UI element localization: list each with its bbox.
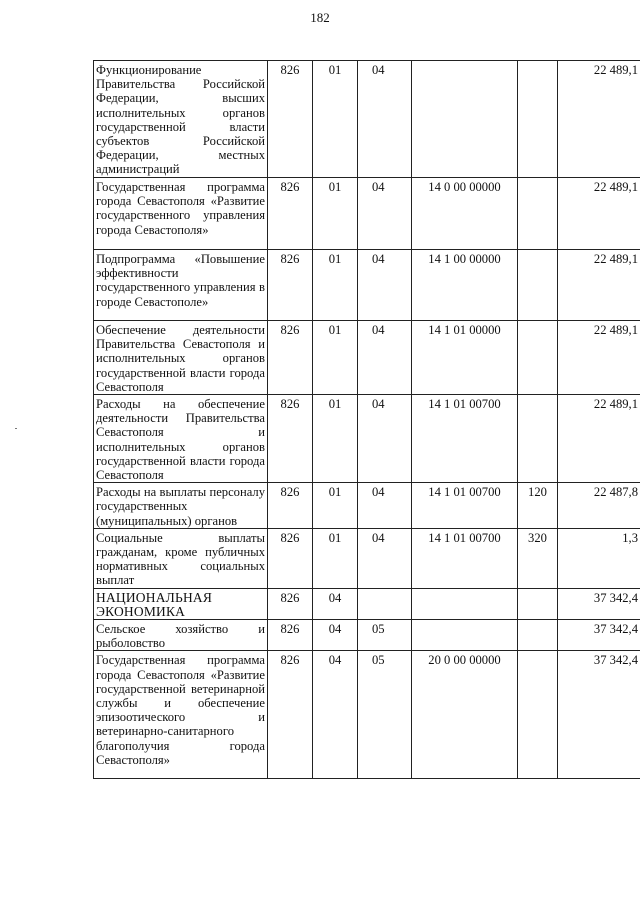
row-ved-cell: 826 — [268, 321, 313, 395]
row-ved-cell: 826 — [268, 395, 313, 483]
row-name-cell: Сельское хозяйство и рыболовство — [94, 620, 268, 651]
page-number: 182 — [310, 10, 330, 25]
row-section-cell: 01 — [313, 528, 358, 588]
table-row — [94, 395, 640, 483]
row-name-cell: Социальные выплаты гражданам, кроме публичных нормативных социальных выплат — [94, 528, 268, 588]
row-section-cell: 01 — [313, 250, 358, 321]
row-subsection-cell: 04 — [358, 528, 412, 588]
row-ved-cell: 826 — [268, 528, 313, 588]
row-subsection-cell: 04 — [358, 61, 412, 178]
row-sum-cell: 22 489,1 — [558, 250, 640, 321]
row-target-article-cell — [412, 588, 518, 619]
row-sum-cell: 22 489,1 — [558, 321, 640, 395]
budget-table-body — [94, 61, 640, 779]
row-expense-type-cell: 120 — [518, 483, 558, 529]
row-ved-cell: 826 — [268, 61, 313, 178]
row-section-cell: 01 — [313, 395, 358, 483]
row-section-cell: 04 — [313, 651, 358, 779]
row-sum-cell: 22 489,1 — [558, 178, 640, 250]
row-ved-cell: 826 — [268, 250, 313, 321]
table-row — [94, 250, 640, 321]
table-row — [94, 651, 640, 779]
row-ved-cell: 826 — [268, 588, 313, 619]
row-sum-cell: 37 342,4 — [558, 620, 640, 651]
row-name-cell: Расходы на обеспечение деятельности Правительства Севастополя и исполнительных органов государственной власти города Севастополя — [94, 395, 268, 483]
row-target-article-cell: 14 1 01 00700 — [412, 395, 518, 483]
row-target-article-cell: 14 1 01 00700 — [412, 483, 518, 529]
table-row — [94, 620, 640, 651]
table-row — [94, 588, 640, 619]
row-name-cell: Подпрограмма «Повышение эффективности государственного управления в городе Севастополе» — [94, 250, 268, 321]
row-name-cell: Обеспечение деятельности Правительства Севастополя и исполнительных органов государственной власти города Севастополя — [94, 321, 268, 395]
row-section-cell: 01 — [313, 321, 358, 395]
row-ved-cell: 826 — [268, 651, 313, 779]
row-target-article-cell: 14 1 01 00000 — [412, 321, 518, 395]
row-ved-cell: 826 — [268, 483, 313, 529]
row-expense-type-cell — [518, 61, 558, 178]
row-target-article-cell: 14 1 00 00000 — [412, 250, 518, 321]
row-target-article-cell: 14 1 01 00700 — [412, 528, 518, 588]
row-section-cell: 01 — [313, 483, 358, 529]
row-sum-cell: 37 342,4 — [558, 588, 640, 619]
table-row — [94, 61, 640, 178]
row-subsection-cell: 04 — [358, 178, 412, 250]
row-ved-cell: 826 — [268, 178, 313, 250]
row-sum-cell: 22 489,1 — [558, 395, 640, 483]
row-expense-type-cell — [518, 620, 558, 651]
row-expense-type-cell — [518, 321, 558, 395]
row-subsection-cell: 04 — [358, 321, 412, 395]
row-section-cell: 01 — [313, 178, 358, 250]
row-subsection-cell: 04 — [358, 395, 412, 483]
row-name-cell: Функционирование Правительства Российской Федерации, высших исполнительных органов государственной власти субъектов Российской Федерации, местных администраций — [94, 61, 268, 178]
row-target-article-cell — [412, 61, 518, 178]
row-expense-type-cell — [518, 178, 558, 250]
row-expense-type-cell — [518, 250, 558, 321]
row-ved-cell: 826 — [268, 620, 313, 651]
row-name-cell: НАЦИОНАЛЬНАЯ ЭКОНОМИКА — [94, 588, 268, 619]
row-name-cell: Расходы на выплаты персоналу государственных (муниципальных) органов — [94, 483, 268, 529]
row-subsection-cell: 05 — [358, 620, 412, 651]
row-target-article-cell — [412, 620, 518, 651]
row-expense-type-cell: 320 — [518, 528, 558, 588]
scan-edge-mark — [15, 428, 17, 429]
row-target-article-cell: 14 0 00 00000 — [412, 178, 518, 250]
row-sum-cell: 22 487,8 — [558, 483, 640, 529]
row-expense-type-cell — [518, 651, 558, 779]
row-name-cell: Государственная программа города Севастополя «Развитие государственной ветеринарной службы и обеспечение эпизоотического и ветеринарно-санитарного благополучия города Севастополя» — [94, 651, 268, 779]
row-section-cell: 04 — [313, 620, 358, 651]
row-section-cell: 01 — [313, 61, 358, 178]
row-subsection-cell: 04 — [358, 250, 412, 321]
row-sum-cell: 1,3 — [558, 528, 640, 588]
row-expense-type-cell — [518, 588, 558, 619]
table-row — [94, 528, 640, 588]
row-sum-cell: 37 342,4 — [558, 651, 640, 779]
table-row — [94, 321, 640, 395]
row-section-cell: 04 — [313, 588, 358, 619]
row-subsection-cell — [358, 588, 412, 619]
row-sum-cell: 22 489,1 — [558, 61, 640, 178]
row-target-article-cell: 20 0 00 00000 — [412, 651, 518, 779]
budget-table — [93, 60, 640, 779]
row-expense-type-cell — [518, 395, 558, 483]
table-row — [94, 483, 640, 529]
row-name-cell: Государственная программа города Севастополя «Развитие государственного управления города Севастополя» — [94, 178, 268, 250]
table-row — [94, 178, 640, 250]
row-subsection-cell: 04 — [358, 483, 412, 529]
row-subsection-cell: 05 — [358, 651, 412, 779]
